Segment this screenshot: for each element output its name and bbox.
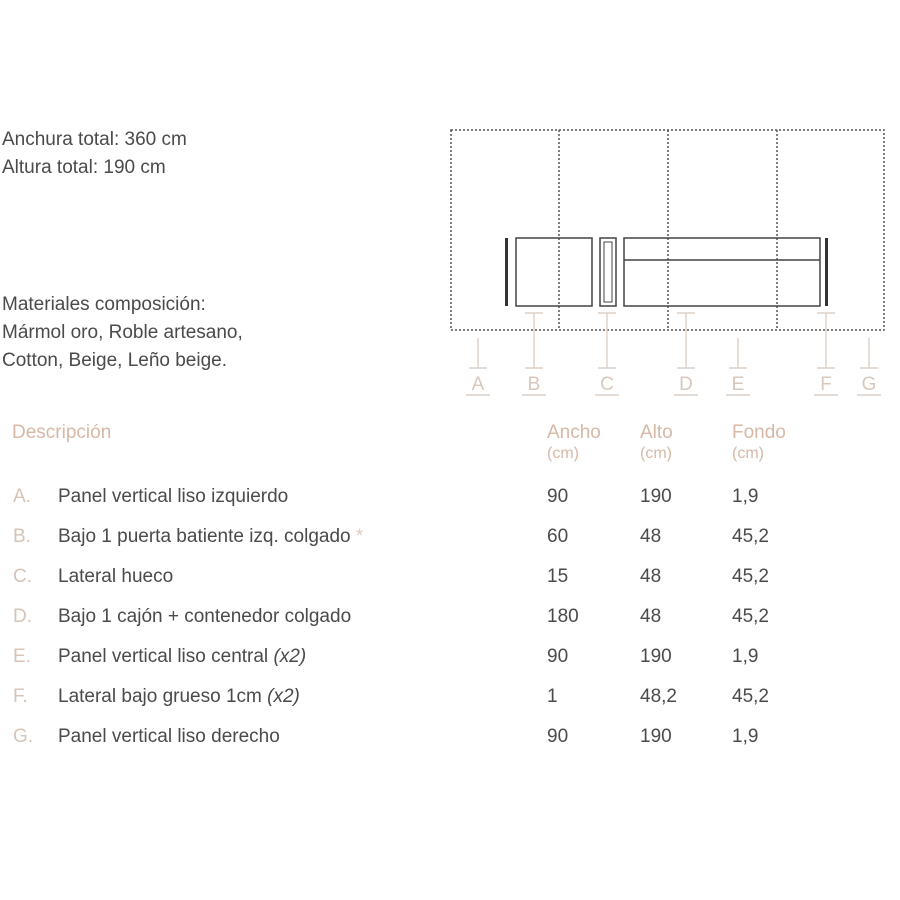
- total-height-text: Altura total: 190 cm: [2, 157, 166, 178]
- row-description-text: Lateral hueco: [58, 566, 174, 587]
- row-description: [58, 566, 173, 588]
- row-description: [58, 606, 351, 628]
- header-description: Descripción: [12, 422, 112, 443]
- row-description: [58, 486, 288, 508]
- header-ancho-label: Ancho: [547, 422, 601, 443]
- table-row: [0, 486, 900, 516]
- row-description-text: Panel vertical liso izquierdo: [58, 486, 289, 507]
- left-side-panel: [505, 238, 508, 306]
- row-letter: D.: [13, 606, 32, 627]
- table-row: [0, 726, 900, 756]
- materials-list-1: Mármol oro, Roble artesano,: [2, 322, 243, 343]
- header-ancho: [547, 422, 601, 464]
- row-alto: 48: [640, 566, 662, 587]
- row-fondo: 45,2: [732, 606, 769, 627]
- row-alto: 48: [640, 606, 662, 627]
- row-letter: F.: [13, 686, 28, 707]
- row-letter: B.: [13, 526, 31, 547]
- row-ancho: 180: [547, 606, 579, 627]
- row-ancho: 90: [547, 726, 569, 747]
- row-letter: E.: [13, 646, 31, 667]
- row-alto: 190: [640, 646, 672, 667]
- row-fondo: 45,2: [732, 526, 769, 547]
- row-alto: 48,2: [640, 686, 677, 707]
- row-letter: C.: [13, 566, 32, 587]
- row-ancho: 90: [547, 646, 569, 667]
- marker-letter-c: C: [600, 374, 614, 395]
- quantity-note: (x2): [273, 646, 307, 667]
- row-description: [58, 646, 306, 668]
- row-alto: 48: [640, 526, 662, 547]
- header-alto: [640, 422, 673, 464]
- row-letter: G.: [13, 726, 34, 747]
- asterisk-note: *: [355, 526, 364, 547]
- row-ancho: 15: [547, 566, 569, 587]
- row-ancho: 90: [547, 486, 569, 507]
- marker-letter-a: A: [471, 374, 485, 395]
- marker-letter-d: D: [679, 374, 693, 395]
- row-description: [58, 726, 280, 748]
- row-ancho: 1: [547, 686, 558, 707]
- row-description-text: Lateral bajo grueso 1cm: [58, 686, 262, 707]
- header-fondo: [732, 422, 786, 464]
- table-row: [0, 566, 900, 596]
- table-row: [0, 606, 900, 636]
- materials-list-2: Cotton, Beige, Leño beige.: [2, 350, 228, 371]
- row-ancho: 60: [547, 526, 569, 547]
- drawer-cabinet: [624, 238, 820, 306]
- row-fondo: 45,2: [732, 686, 769, 707]
- table-row: [0, 686, 900, 716]
- table-row: [0, 646, 900, 676]
- header-fondo-unit: (cm): [732, 445, 764, 462]
- right-side-panel: [825, 238, 828, 306]
- marker-letter-e: E: [731, 374, 745, 395]
- materials-title: Materiales composición:: [2, 294, 206, 315]
- marker-letter-g: G: [861, 374, 877, 395]
- marker-letter-b: B: [527, 374, 541, 395]
- hollow-side-outer: [600, 238, 616, 306]
- row-fondo: 45,2: [732, 566, 769, 587]
- header-ancho-unit: (cm): [547, 445, 579, 462]
- door-cabinet: [516, 238, 592, 306]
- row-description-text: Panel vertical liso central: [58, 646, 269, 667]
- row-description-text: Panel vertical liso derecho: [58, 726, 280, 747]
- row-description: [58, 526, 363, 548]
- total-width-text: Anchura total: 360 cm: [2, 129, 187, 150]
- row-description-text: Bajo 1 puerta batiente izq. colgado: [58, 526, 351, 547]
- row-fondo: 1,9: [732, 486, 759, 507]
- quantity-note: (x2): [267, 686, 300, 707]
- row-alto: 190: [640, 486, 672, 507]
- row-description-text: Bajo 1 cajón + contenedor colgado: [58, 606, 352, 627]
- row-description: [58, 686, 300, 708]
- header-alto-label: Alto: [640, 422, 673, 443]
- header-fondo-label: Fondo: [732, 422, 786, 443]
- row-alto: 190: [640, 726, 672, 747]
- row-fondo: 1,9: [732, 646, 759, 667]
- row-fondo: 1,9: [732, 726, 759, 747]
- composition-diagram: [0, 0, 900, 420]
- table-row: [0, 526, 900, 556]
- marker-letter-f: F: [820, 374, 832, 395]
- row-letter: A.: [13, 486, 31, 507]
- header-alto-unit: (cm): [640, 445, 672, 462]
- hollow-side-inner: [604, 242, 612, 302]
